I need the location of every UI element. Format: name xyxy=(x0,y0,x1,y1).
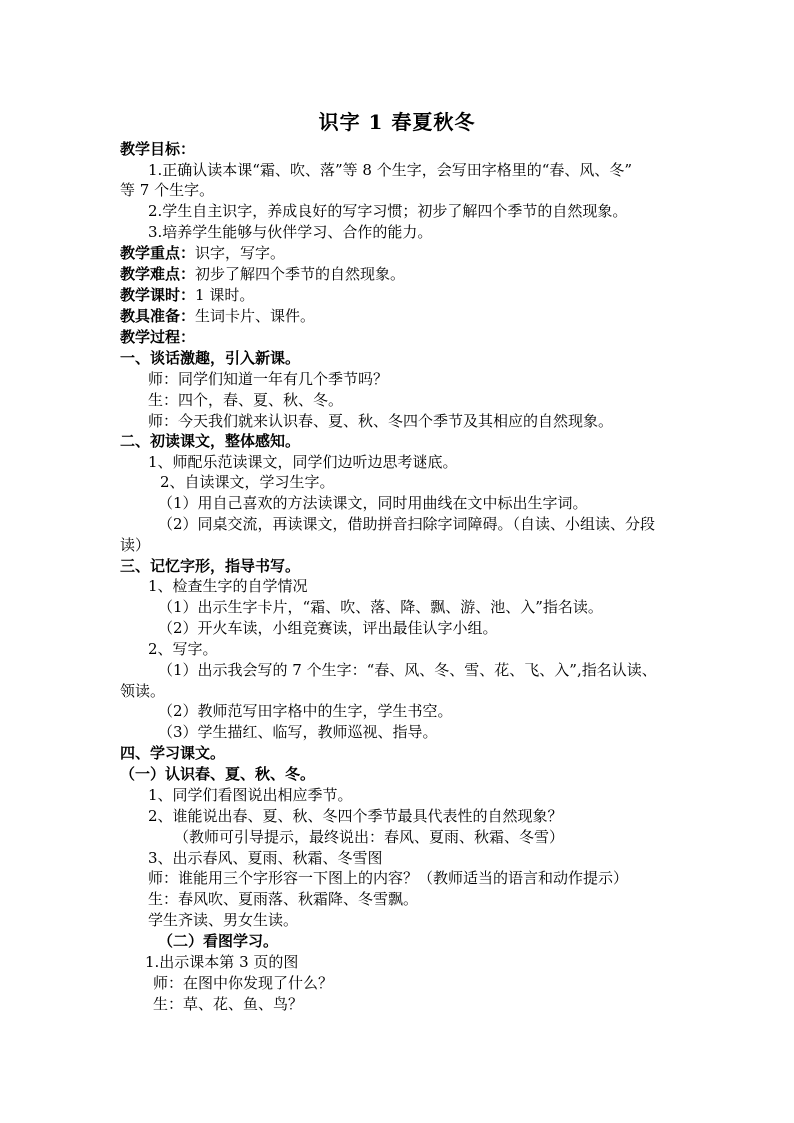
step-line: （1）出示我会写的 7 个生字：“春、风、冬、雪、花、飞、入”,指名认读、 xyxy=(158,661,657,679)
step-line: 读） xyxy=(120,536,151,554)
dialogue-line: 生：草、花、鱼、鸟？ xyxy=(153,995,304,1013)
step-line: 1、检查生字的自学情况 xyxy=(148,577,308,595)
step-line: 2、自读课文，学习生字。 xyxy=(160,473,335,491)
materials-text: 生词卡片、课件。 xyxy=(195,307,316,325)
periods-text: 1 课时。 xyxy=(195,286,255,304)
key-points-row xyxy=(120,243,285,264)
section-heading: 二、初读课文，整体感知。 xyxy=(120,432,301,450)
objectives-heading: 教学目标： xyxy=(120,140,196,158)
difficulty-row xyxy=(120,264,405,285)
dialogue-line: 生：春风吹、夏雨落、秋霜降、冬雪飘。 xyxy=(148,890,419,908)
periods-label: 教学课时： xyxy=(120,286,196,304)
section-heading: 四、学习课文。 xyxy=(120,744,226,762)
dialogue-line: 学生齐读、男女生读。 xyxy=(148,911,299,929)
key-points-label: 教学重点： xyxy=(120,244,196,262)
step-line: 2、写字。 xyxy=(148,640,218,658)
objective-item: 等 7 个生字。 xyxy=(120,181,215,199)
materials-label: 教具准备： xyxy=(120,307,196,325)
step-line: 2、谁能说出春、夏、秋、冬四个季节最具代表性的自然现象？ xyxy=(148,807,563,825)
subsection-heading: （二）看图学习。 xyxy=(158,932,279,950)
step-line: （1）用自己喜欢的方法读课文，同时用曲线在文中标出生字词。 xyxy=(158,494,588,512)
difficulty-text: 初步了解四个季节的自然现象。 xyxy=(195,265,406,283)
step-line: （2）同桌交流，再读课文，借助拼音扫除字词障碍。（自读、小组读、分段 xyxy=(158,515,656,533)
difficulty-label: 教学难点： xyxy=(120,265,196,283)
subsection-heading: （一）认识春、夏、秋、冬。 xyxy=(120,765,316,783)
dialogue-line: 师：谁能用三个字形容一下图上的内容？（教师适当的语言和动作提示） xyxy=(148,869,629,887)
key-points-text: 识字，写字。 xyxy=(195,244,286,262)
dialogue-line: 生：四个，春、夏、秋、冬。 xyxy=(148,391,344,409)
objective-item: 1.正确认读本课“霜、吹、落”等 8 个生字，会写田字格里的“春、风、冬” xyxy=(148,161,633,179)
materials-row xyxy=(120,306,315,327)
step-line: （教师可引导提示，最终说出：春风、夏雨、秋霜、冬雪） xyxy=(174,828,565,846)
dialogue-line: 师：同学们知道一年有几个季节吗？ xyxy=(148,370,389,388)
step-line: （2）教师范写田字格中的生字，学生书空。 xyxy=(158,702,453,720)
objective-item: 3.培养学生能够与伙伴学习、合作的能力。 xyxy=(148,223,433,241)
step-line: 3、出示春风、夏雨、秋霜、冬雪图 xyxy=(148,849,383,867)
page-title: 识字 1 春夏秋冬 xyxy=(318,110,476,134)
step-line: 1、师配乐范读课文，同学们边听边思考谜底。 xyxy=(148,453,458,471)
step-line: 领读。 xyxy=(120,682,166,700)
dialogue-line: 师：今天我们就来认识春、夏、秋、冬四个季节及其相应的自然现象。 xyxy=(148,412,614,430)
section-heading: 一、谈话激趣，引入新课。 xyxy=(120,349,301,367)
step-line: 1、同学们看图说出相应季节。 xyxy=(148,786,353,804)
step-line: （2）开火车读，小组竞赛读，评出最佳认字小组。 xyxy=(158,619,498,637)
step-line: （1）出示生字卡片，“霜、吹、落、降、飘、游、池、入”指名读。 xyxy=(158,598,603,616)
periods-row xyxy=(120,285,254,306)
process-heading: 教学过程： xyxy=(120,328,196,346)
section-heading: 三、记忆字形，指导书写。 xyxy=(120,557,301,575)
step-line: 1.出示课本第 3 页的图 xyxy=(145,953,299,971)
step-line: （3）学生描红、临写，教师巡视、指导。 xyxy=(158,723,438,741)
objective-item: 2.学生自主识字，养成良好的写字习惯；初步了解四个季节的自然现象。 xyxy=(148,202,628,220)
dialogue-line: 师：在图中你发现了什么？ xyxy=(153,974,334,992)
